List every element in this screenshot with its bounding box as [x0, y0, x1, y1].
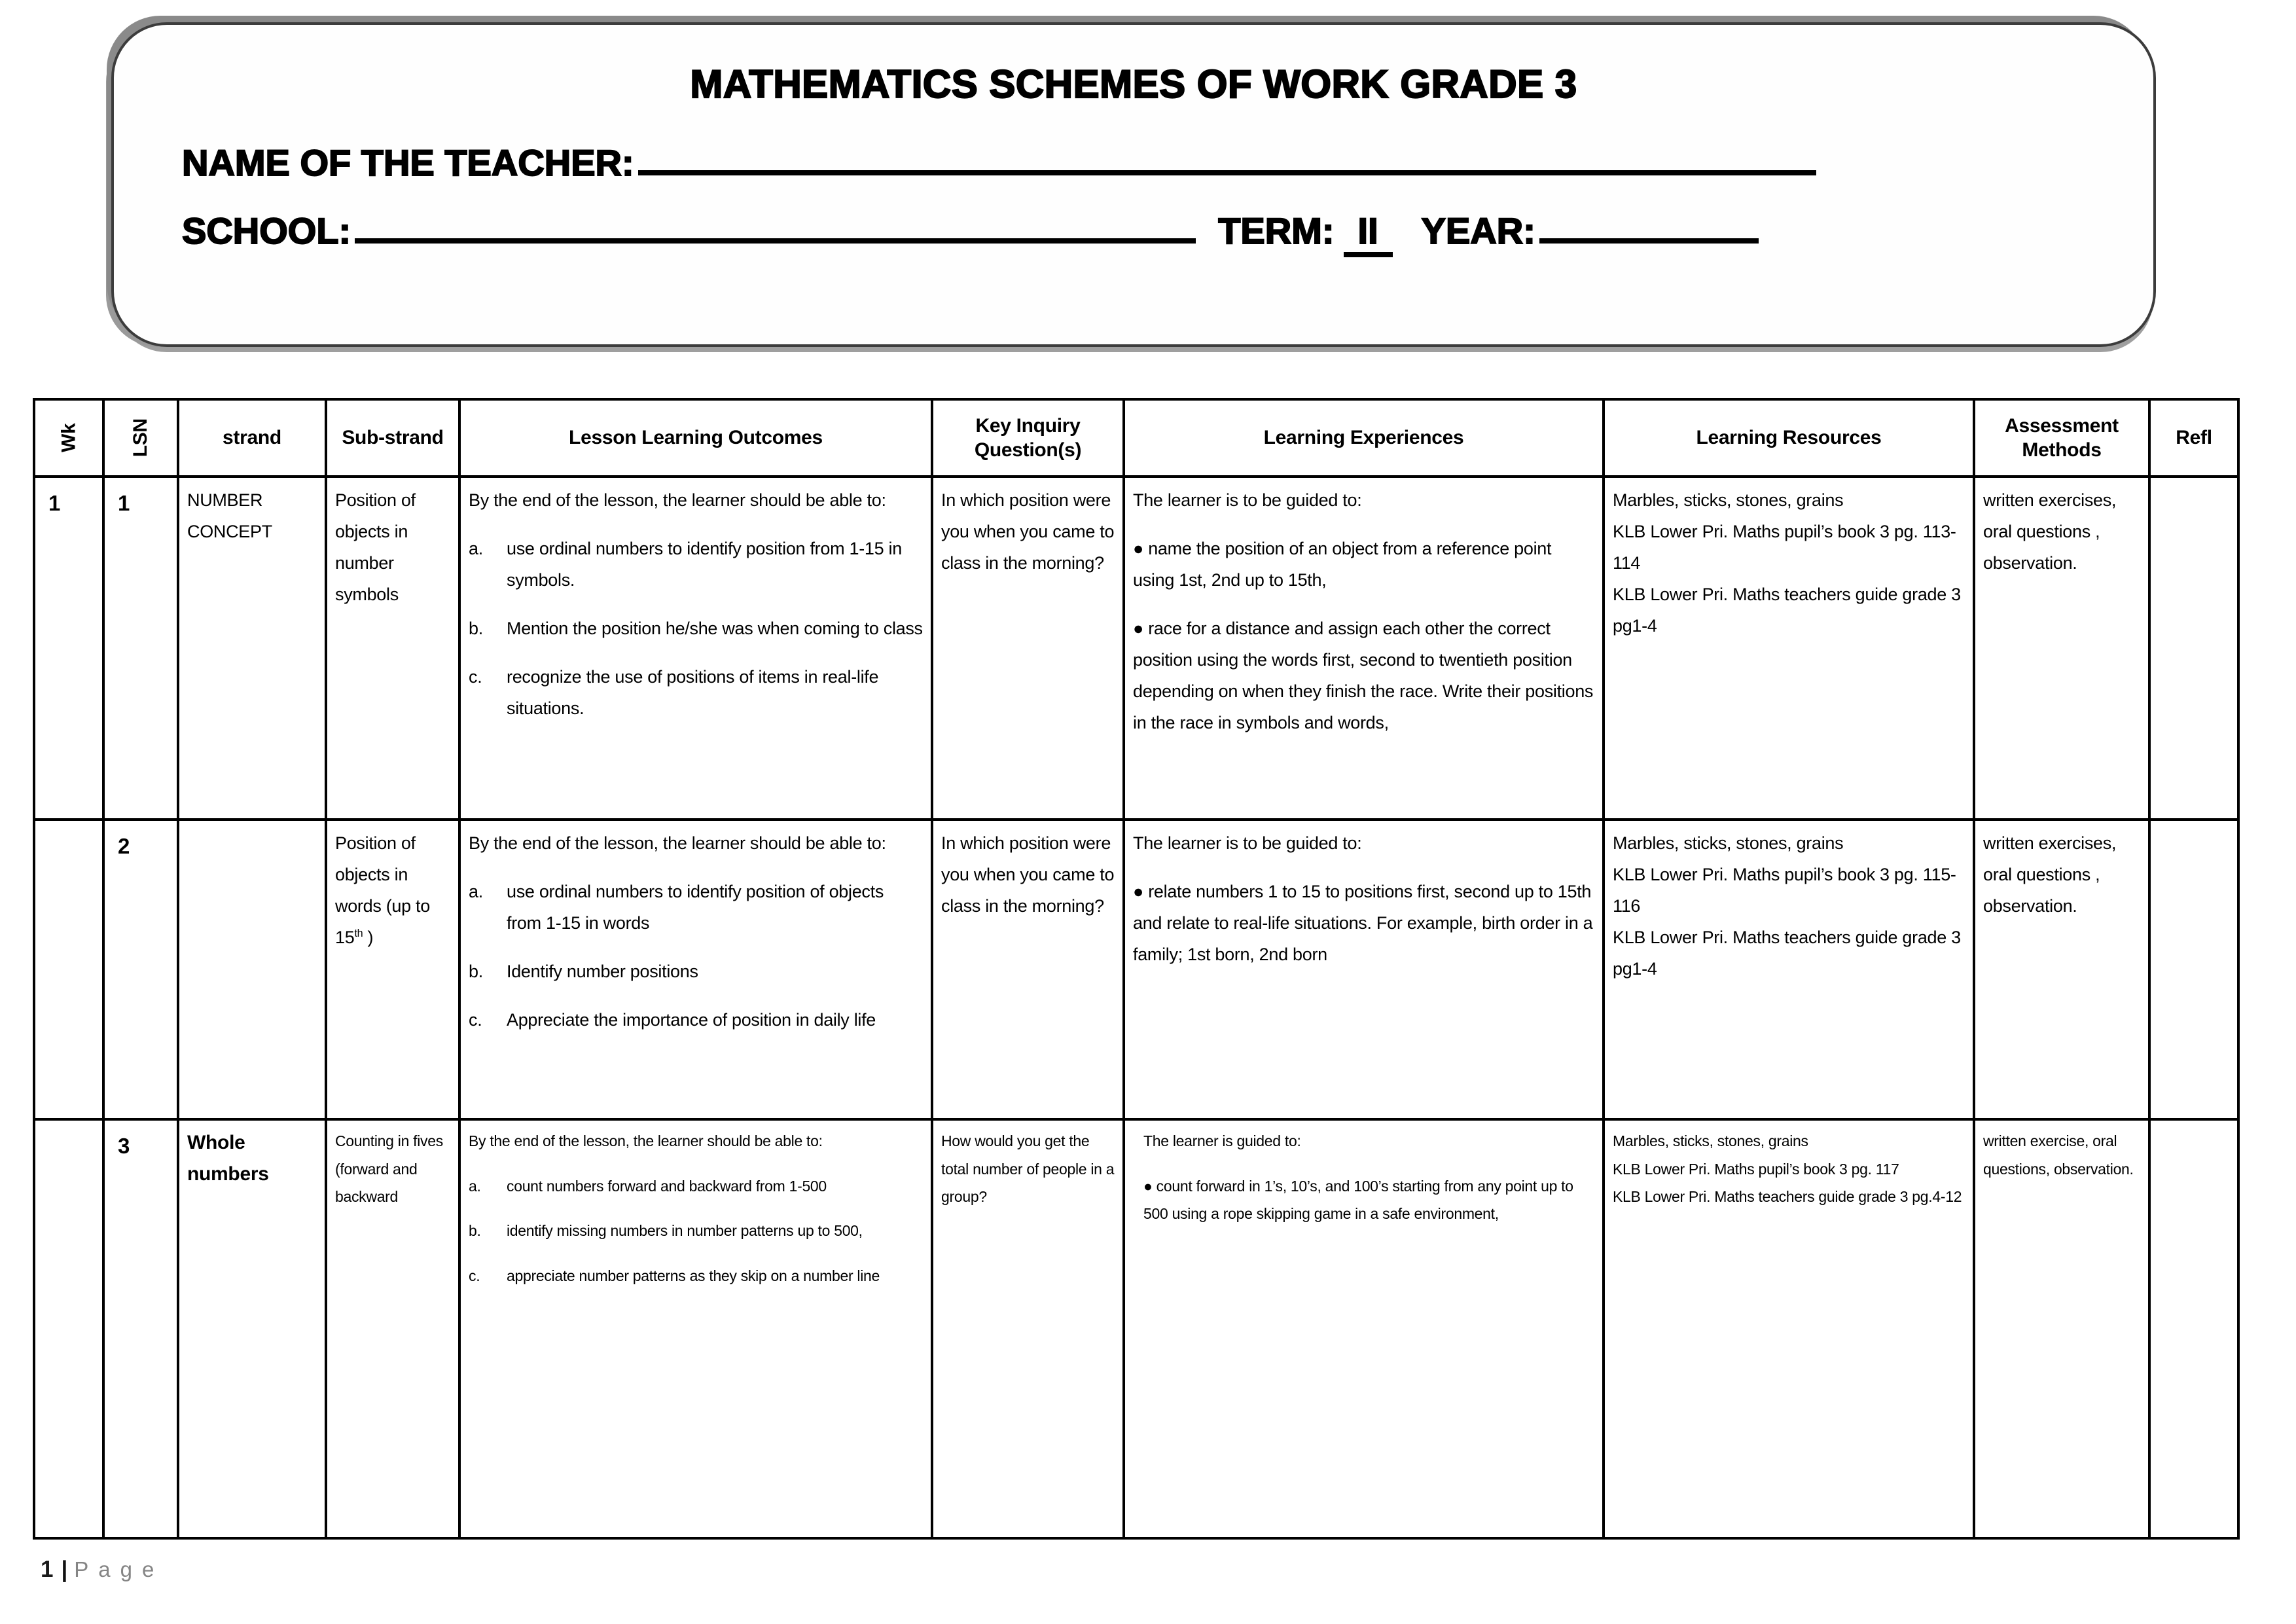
refl-cell	[2149, 1119, 2238, 1538]
school-line	[182, 204, 2153, 257]
resources-cell	[1604, 1119, 1974, 1538]
outcome-item: c. recognize the use of positions of items in real-life situations.	[469, 667, 879, 719]
substrand-cell: Position of objects in number symbols	[326, 477, 459, 820]
resource-line: KLB Lower Pri. Maths pupil’s book 3 pg. 113-114	[1613, 522, 1956, 573]
page-title: MATHEMATICS SCHEMES OF WORK GRADE 3	[690, 62, 1577, 106]
experience-bullet: ● count forward in 1’s, 10’s, and 100’s starting from any point up to 500 using a rope skipping game in a safe environment,	[1143, 1177, 1573, 1223]
strand-cell: Whole numbers	[178, 1119, 326, 1538]
experience-bullet: ● relate numbers 1 to 15 to positions first, second up to 15th and relate to real-life situations. For example, birth order in a family; 1st born, 2nd born	[1133, 882, 1593, 965]
inquiry-cell: How would you get the total number of people in a group?	[932, 1119, 1124, 1538]
experiences-intro: The learner is to be guided to:	[1133, 833, 1362, 853]
wk-cell	[34, 820, 103, 1119]
term-value: II	[1344, 209, 1393, 257]
header-substrand: Sub-strand	[326, 399, 459, 477]
substrand-cell: Position of objects in words (up to 15th )	[326, 820, 459, 1119]
experiences-cell	[1124, 477, 1604, 820]
page-number: 1	[41, 1557, 54, 1582]
header-experiences: Learning Experiences	[1124, 399, 1604, 477]
header-assessment: Assessment Methods	[1974, 399, 2149, 477]
experiences-cell	[1124, 820, 1604, 1119]
header-refl: Refl	[2149, 399, 2238, 477]
experience-bullet: ● name the position of an object from a reference point using 1st, 2nd up to 15th,	[1133, 539, 1552, 590]
outcome-item: c. appreciate number patterns as they skip on a number line	[469, 1267, 880, 1284]
resource-line: KLB Lower Pri. Maths teachers guide grade 3 pg.4-12	[1613, 1188, 1962, 1206]
table-row	[34, 820, 2238, 1119]
outcome-item: a. use ordinal numbers to identify position from 1-15 in symbols.	[469, 539, 902, 590]
teacher-name-blank	[638, 135, 1816, 175]
assessment-cell: written exercises, oral questions , observation.	[1974, 820, 2149, 1119]
substrand-cell: Counting in fives (forward and backward	[326, 1119, 459, 1538]
inquiry-cell: In which position were you when you came to class in the morning?	[932, 477, 1124, 820]
refl-cell	[2149, 820, 2238, 1119]
outcomes-intro: By the end of the lesson, the learner should be able to:	[469, 833, 886, 853]
footer-page-word: Page	[74, 1557, 164, 1581]
table-row	[34, 1119, 2238, 1538]
experiences-intro: The learner is to be guided to:	[1133, 490, 1362, 510]
year-blank	[1539, 204, 1759, 244]
resource-line: Marbles, sticks, stones, grains	[1613, 833, 1844, 853]
outcome-item: a. count numbers forward and backward from 1-500	[469, 1177, 827, 1195]
assessment-cell: written exercises, oral questions , observation.	[1974, 477, 2149, 820]
year-label: YEAR:	[1421, 210, 1535, 252]
ordinal-superscript: th	[354, 928, 363, 940]
resource-line: Marbles, sticks, stones, grains	[1613, 1132, 1808, 1149]
lsn-cell: 3	[103, 1119, 178, 1538]
lsn-cell: 1	[103, 477, 178, 820]
resource-line: KLB Lower Pri. Maths teachers guide grade 3 pg1-4	[1613, 928, 1961, 979]
resources-cell	[1604, 820, 1974, 1119]
lsn-cell: 2	[103, 820, 178, 1119]
teacher-line	[182, 135, 2153, 184]
experiences-intro: The learner is guided to:	[1143, 1132, 1301, 1149]
resource-line: KLB Lower Pri. Maths teachers guide grade 3 pg1-4	[1613, 585, 1961, 636]
refl-cell	[2149, 477, 2238, 820]
school-name-blank	[355, 204, 1196, 244]
outcomes-cell	[459, 820, 932, 1119]
scheme-of-work-table	[33, 398, 2240, 1540]
outcomes-intro: By the end of the lesson, the learner should be able to:	[469, 1132, 823, 1149]
header-inquiry: Key Inquiry Question(s)	[932, 399, 1124, 477]
strand-cell: NUMBER CONCEPT	[178, 477, 326, 820]
wk-cell: 1	[34, 477, 103, 820]
outcomes-intro: By the end of the lesson, the learner should be able to:	[469, 490, 886, 510]
wk-cell	[34, 1119, 103, 1538]
footer-separator: |	[61, 1557, 68, 1582]
outcome-item: a. use ordinal numbers to identify position of objects from 1-15 in words	[469, 882, 884, 933]
header-lsn: LSN	[103, 399, 178, 477]
outcome-item: c. Appreciate the importance of position in daily life	[469, 1010, 876, 1030]
school-label: SCHOOL:	[182, 210, 351, 252]
teacher-label: NAME OF THE TEACHER:	[182, 142, 634, 184]
header-box	[111, 22, 2156, 347]
experience-bullet: ● race for a distance and assign each other the correct position using the words first, second to twentieth position depending on when they finish the race. Write their positions in the race in symbols and words,	[1133, 619, 1594, 733]
inquiry-cell: In which position were you when you came to class in the morning?	[932, 820, 1124, 1119]
header-outcomes: Lesson Learning Outcomes	[459, 399, 932, 477]
strand-cell	[178, 820, 326, 1119]
outcome-item: b. Identify number positions	[469, 962, 698, 982]
term-label: TERM:	[1218, 210, 1335, 252]
page-footer	[41, 1557, 164, 1583]
header-strand: strand	[178, 399, 326, 477]
assessment-cell: written exercise, oral questions, observation.	[1974, 1119, 2149, 1538]
outcome-item: b. identify missing numbers in number patterns up to 500,	[469, 1222, 863, 1240]
table-header-row	[34, 399, 2238, 477]
resource-line: KLB Lower Pri. Maths pupil’s book 3 pg. 117	[1613, 1160, 1899, 1178]
outcome-item: b. Mention the position he/she was when coming to class	[469, 619, 923, 639]
outcomes-cell	[459, 1119, 932, 1538]
resource-line: KLB Lower Pri. Maths pupil’s book 3 pg. 115-116	[1613, 865, 1956, 916]
experiences-cell	[1124, 1119, 1604, 1538]
table-row	[34, 477, 2238, 820]
header-wk: Wk	[34, 399, 103, 477]
header-resources: Learning Resources	[1604, 399, 1974, 477]
outcomes-cell	[459, 477, 932, 820]
resource-line: Marbles, sticks, stones, grains	[1613, 490, 1844, 510]
resources-cell	[1604, 477, 1974, 820]
